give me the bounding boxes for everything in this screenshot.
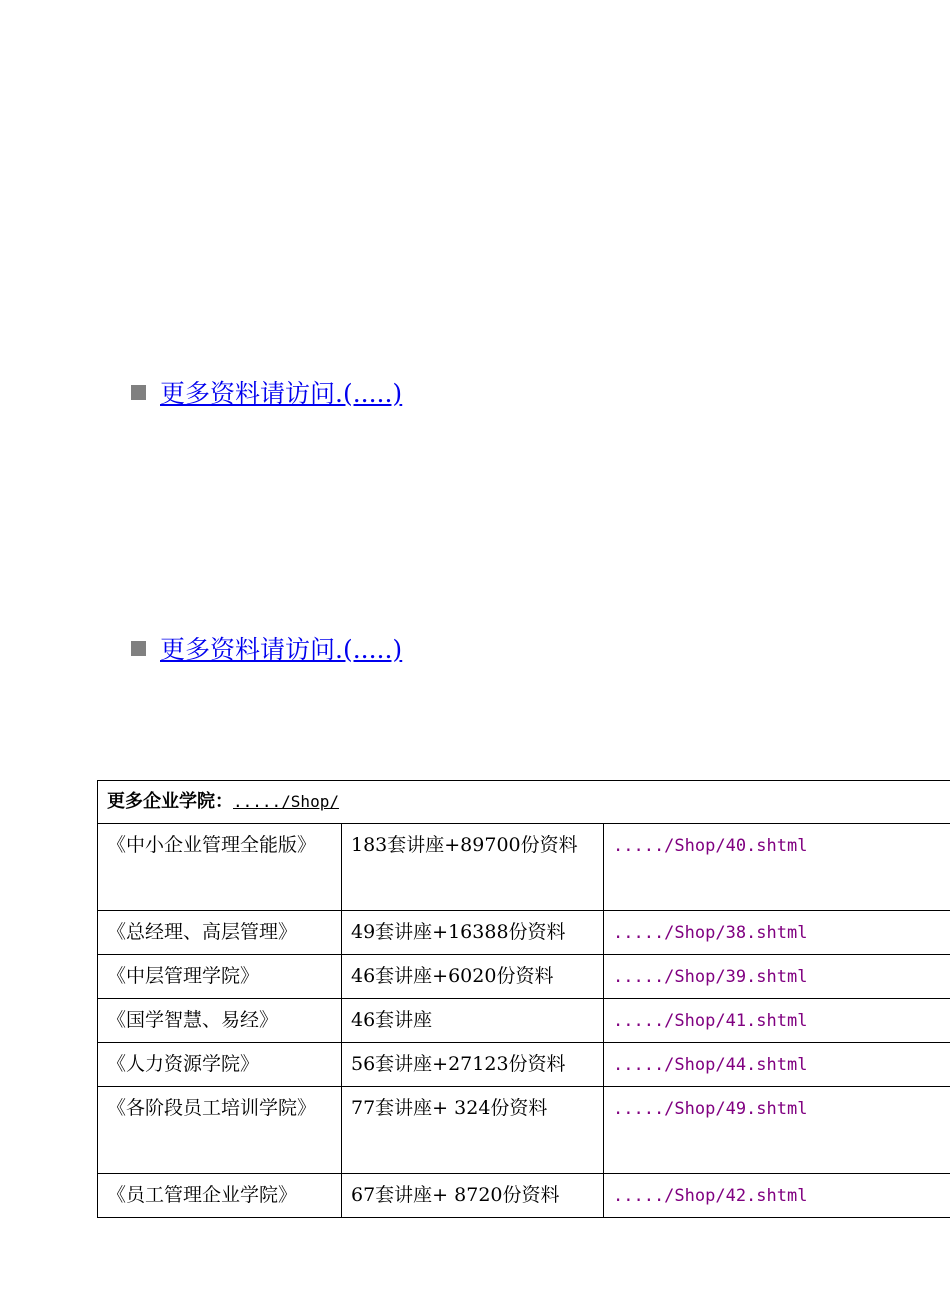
course-url-link[interactable]: ...../Shop/44.shtml <box>613 1055 808 1075</box>
table-header-cell <box>98 781 950 824</box>
table-header-row <box>98 781 950 824</box>
course-url-link[interactable]: ...../Shop/40.shtml <box>613 836 808 856</box>
course-url <box>604 999 950 1043</box>
shop-link[interactable]: ...../Shop/ <box>233 792 339 811</box>
course-name: 《中小企业管理全能版》 <box>98 824 342 911</box>
course-url <box>604 1043 950 1087</box>
course-name: 《中层管理学院》 <box>98 955 342 999</box>
table-row <box>98 1043 950 1087</box>
course-url-link[interactable]: ...../Shop/38.shtml <box>613 923 808 943</box>
more-info-line-2 <box>131 632 402 664</box>
course-url-link[interactable]: ...../Shop/41.shtml <box>613 1011 808 1031</box>
course-url-link[interactable]: ...../Shop/42.shtml <box>613 1186 808 1206</box>
table-row <box>98 1087 950 1174</box>
course-url <box>604 1174 950 1218</box>
course-url <box>604 1087 950 1174</box>
table-row <box>98 911 950 955</box>
table-row <box>98 955 950 999</box>
course-table <box>97 780 950 1218</box>
square-bullet-icon <box>131 641 146 656</box>
course-name: 《国学智慧、易经》 <box>98 999 342 1043</box>
more-info-link[interactable]: 更多资料请访问.(.....) <box>160 635 403 664</box>
table-row <box>98 824 950 911</box>
course-name: 《总经理、高层管理》 <box>98 911 342 955</box>
course-count: 46套讲座 <box>342 999 604 1043</box>
course-count: 67套讲座+ 8720份资料 <box>342 1174 604 1218</box>
course-url-link[interactable]: ...../Shop/49.shtml <box>613 1099 808 1119</box>
course-count: 49套讲座+16388份资料 <box>342 911 604 955</box>
table-row <box>98 999 950 1043</box>
course-count: 77套讲座+ 324份资料 <box>342 1087 604 1174</box>
course-url <box>604 955 950 999</box>
course-name: 《员工管理企业学院》 <box>98 1174 342 1218</box>
more-info-link[interactable]: 更多资料请访问.(.....) <box>160 379 403 408</box>
course-count: 56套讲座+27123份资料 <box>342 1043 604 1087</box>
course-name: 《人力资源学院》 <box>98 1043 342 1087</box>
square-bullet-icon <box>131 385 146 400</box>
course-url <box>604 824 950 911</box>
table-header-label: 更多企业学院： <box>107 791 233 812</box>
course-name: 《各阶段员工培训学院》 <box>98 1087 342 1174</box>
table-row <box>98 1174 950 1218</box>
course-url <box>604 911 950 955</box>
course-url-link[interactable]: ...../Shop/39.shtml <box>613 967 808 987</box>
course-count: 46套讲座+6020份资料 <box>342 955 604 999</box>
course-count: 183套讲座+89700份资料 <box>342 824 604 911</box>
more-info-line-1 <box>131 376 402 408</box>
